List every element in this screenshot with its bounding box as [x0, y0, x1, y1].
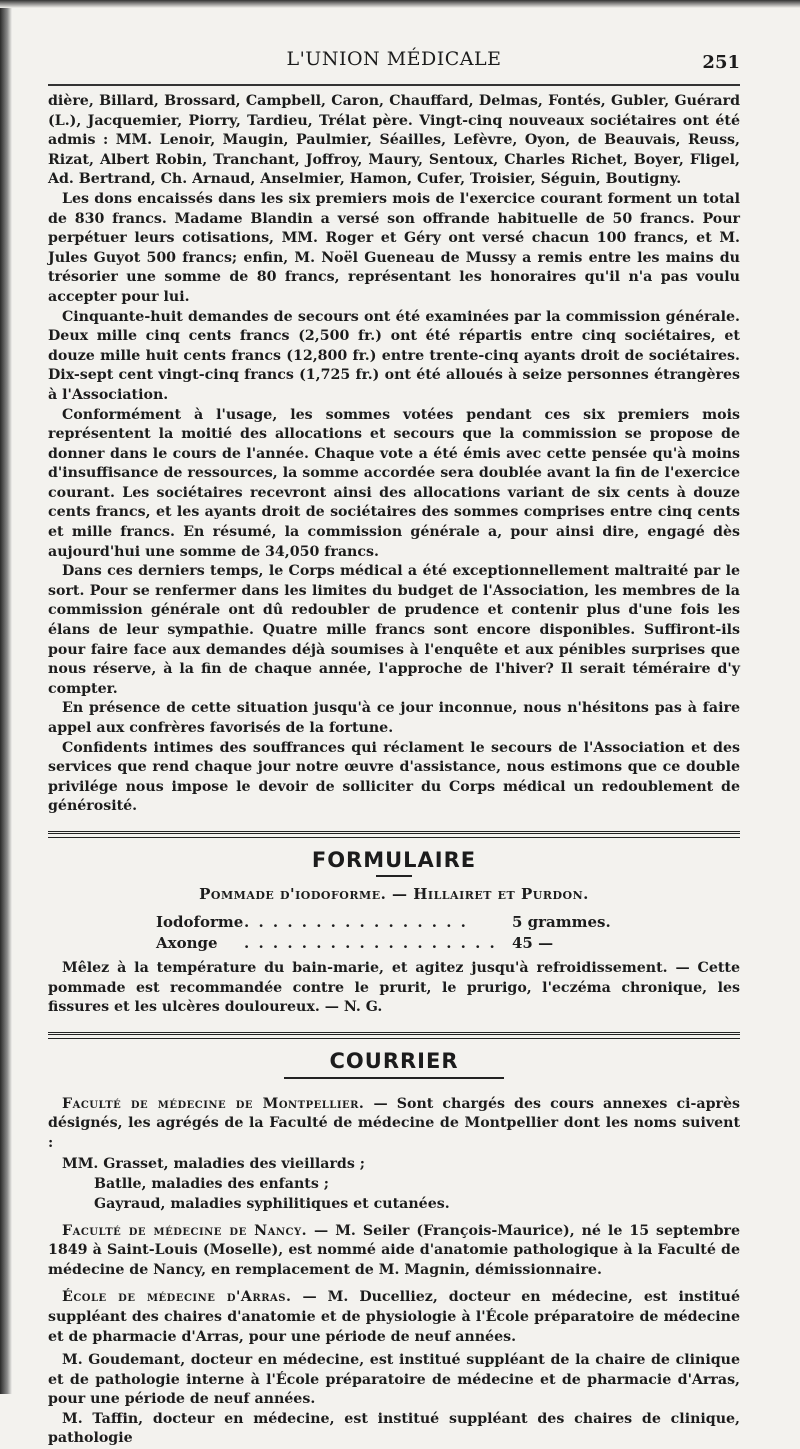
article-body [48, 92, 740, 817]
ingredient-row [156, 934, 612, 955]
formula-instructions: Mêlez à la température du bain-marie, et agitez jusqu'à refroidissement. — Cette pommade est recommandée contre le prurit, le prurigo, l'eczéma chronique, les fissures et les ulcères douloureux. — N. G. [48, 959, 740, 1016]
heading-rule [376, 875, 412, 877]
section-divider [48, 1032, 740, 1039]
page-edge-shadow [0, 0, 12, 1394]
formula-title: Pommade d'iodoforme. — Hillairet et Purdon. [199, 884, 589, 903]
list-item: MM. Grasset, maladies des vieillards ; [62, 1155, 366, 1172]
ingredient-name: Iodoforme [156, 912, 244, 931]
formulaire-heading: FORMULAIRE [311, 847, 477, 872]
page-top-shadow [0, 0, 800, 8]
ingredient-row [156, 913, 612, 934]
ingredient-name: Axonge [156, 933, 218, 952]
item-goudemant: M. Goudemant, docteur en médecine, est institué suppléant de la chaire de clinique et de pathologie interne à l'École préparatoire de médecine et de pharmacie d'Arras, pour une période de neuf années. [48, 1352, 740, 1408]
courrier-heading: COURRIER [329, 1048, 459, 1073]
paragraph-allocations: Conformément à l'usage, les sommes votées pendant ces six premiers mois représentent la moitié des allocations et secours que la commission se propose de donner dans le cours de l'année. Chaque vote a été émis avec cette pensée qu'à moins d'insuffisance de ressources, la somme accordée sera doublée avant la fin de l'exercice courant. Les sociétaires recevront ainsi des allocations variant de six cents à douze cents francs, et les ayants droit de sociétaires des sommes comprises entre cinq cents et mille francs. En résumé, la commission générale a, pour ainsi dire, engagé dès aujourd'hui une somme de 34,050 francs. [48, 406, 740, 560]
section-divider [48, 831, 740, 838]
paragraph-appeal: En présence de cette situation jusqu'à ce jour inconnue, nous n'hésitons pas à faire appel aux confrères favorisés de la fortune. [48, 700, 740, 736]
paragraph-donations: Les dons encaissés dans les six premiers mois de l'exercice courant forment un total de 830 francs. Madame Blandin a versé son offrande habituelle de 50 francs. Pour perpétuer leurs cotisations, MM. Roger et Géry ont versé chacun 100 francs, et M. Jules Guyot 500 francs; enfin, M. Noël Gueneau de Mussy a remis entre les mains du trésorier une somme de 80 francs, représentant les honoraires qu'il n'a pas voulu accepter pour lui. [48, 190, 740, 305]
paragraph-members: dière, Billard, Brossard, Campbell, Caron, Chauffard, Delmas, Fontés, Gubler, Guérard (L.), Jacquemier, Piorry, Tardieu, Trélat père. Vingt-cinq nouveaux sociétaires ont été admis : MM. Lenoir, Maugin, Paulmier, Séailles, Lefèvre, Oyon, de Beauvais, Reuss, Rizat, Albert Robin, Tranchant, Joffroy, Maury, Sentoux, Charles Richet, Boyer, Fligel, Ad. Bertrand, Ch. Arnaud, Anselmier, Hamon, Cufer, Troisier, Séguin, Boutigny. [48, 93, 740, 188]
page [48, 44, 740, 1449]
header-rule [48, 84, 740, 86]
paragraph-requests: Cinquante-huit demandes de secours ont été examinées par la commission générale. Deux mille cinq cents francs (2,500 fr.) ont été répartis entre cinq sociétaires, et douze mille huit cents francs (12,800 fr.) entre trente-cinq ayants droit de sociétaires. Dix-sept cent vingt-cinq francs (1,725 fr.) ont été alloués à seize personnes étrangères à l'Association. [48, 308, 740, 403]
ingredient-quantity: 45 — [512, 933, 554, 952]
leader-dots: . . . . . . . . . . . . . . . . . . [244, 933, 497, 952]
item-montpellier [48, 1095, 740, 1154]
list-item: Batlle, maladies des enfants ; [94, 1175, 330, 1192]
item-text: — M. Ducelliez, docteur en médecine, est institué suppléant des chaires d'anatomie et de physiologie à l'École préparatoire de médecine et de pharmacie d'Arras, pour une période de neuf années. [48, 1289, 740, 1345]
heading-rule [284, 1077, 504, 1079]
item-heading: École de médecine d'Arras. [62, 1289, 292, 1306]
paragraph-budget: Dans ces derniers temps, le Corps médical a été exceptionnellement maltraité par le sort. Pour se renfermer dans les limites du budget de l'Association, les membres de la commission générale ont dû redoubler de prudence et contenir plus d'une fois les élans de leur sympathie. Quatre mille francs sont encore disponibles. Suffiront-ils pour faire face aux demandes déjà soumises à l'enquête et aux pénibles surprises que nous réserve, à la fin de chaque année, l'approche de l'hiver? Il serait téméraire d'y compter. [48, 563, 740, 697]
running-head [48, 44, 740, 78]
item-heading: Faculté de médecine de Nancy. [62, 1222, 308, 1239]
item-arras [48, 1288, 740, 1347]
ingredient-quantity: 5 grammes. [512, 912, 611, 931]
item-taffin: M. Taffin, docteur en médecine, est institué suppléant des chaires de clinique, pathologie [48, 1410, 740, 1447]
paragraph-conclusion: Confidents intimes des souffrances qui réclament le secours de l'Association et des services que rend chaque jour notre œuvre d'assistance, nous estimons que ce double privilége nous impose le devoir de solliciter du Corps médical un redoublement de générosité. [48, 739, 740, 815]
journal-title: L'UNION MÉDICALE [286, 48, 502, 70]
list-item: Gayraud, maladies syphilitiques et cutanées. [94, 1195, 450, 1212]
item-text: — Sont chargés des cours annexes ci-après désignés, les agrégés de la Faculté de médecine de Montpellier dont les noms suivent : [48, 1095, 740, 1151]
item-text: — M. Seiler (François-Maurice), né le 15 septembre 1849 à Saint-Louis (Moselle), est nommé aide d'anatomie pathologique à la Faculté de médecine de Nancy, en remplacement de M. Magnin, démissionnaire. [48, 1222, 740, 1278]
item-nancy [48, 1222, 740, 1281]
leader-dots: . . . . . . . . . . . . . . . . [244, 912, 468, 931]
page-number: 251 [702, 52, 740, 73]
item-heading: Faculté de médecine de Montpellier. [62, 1095, 365, 1112]
